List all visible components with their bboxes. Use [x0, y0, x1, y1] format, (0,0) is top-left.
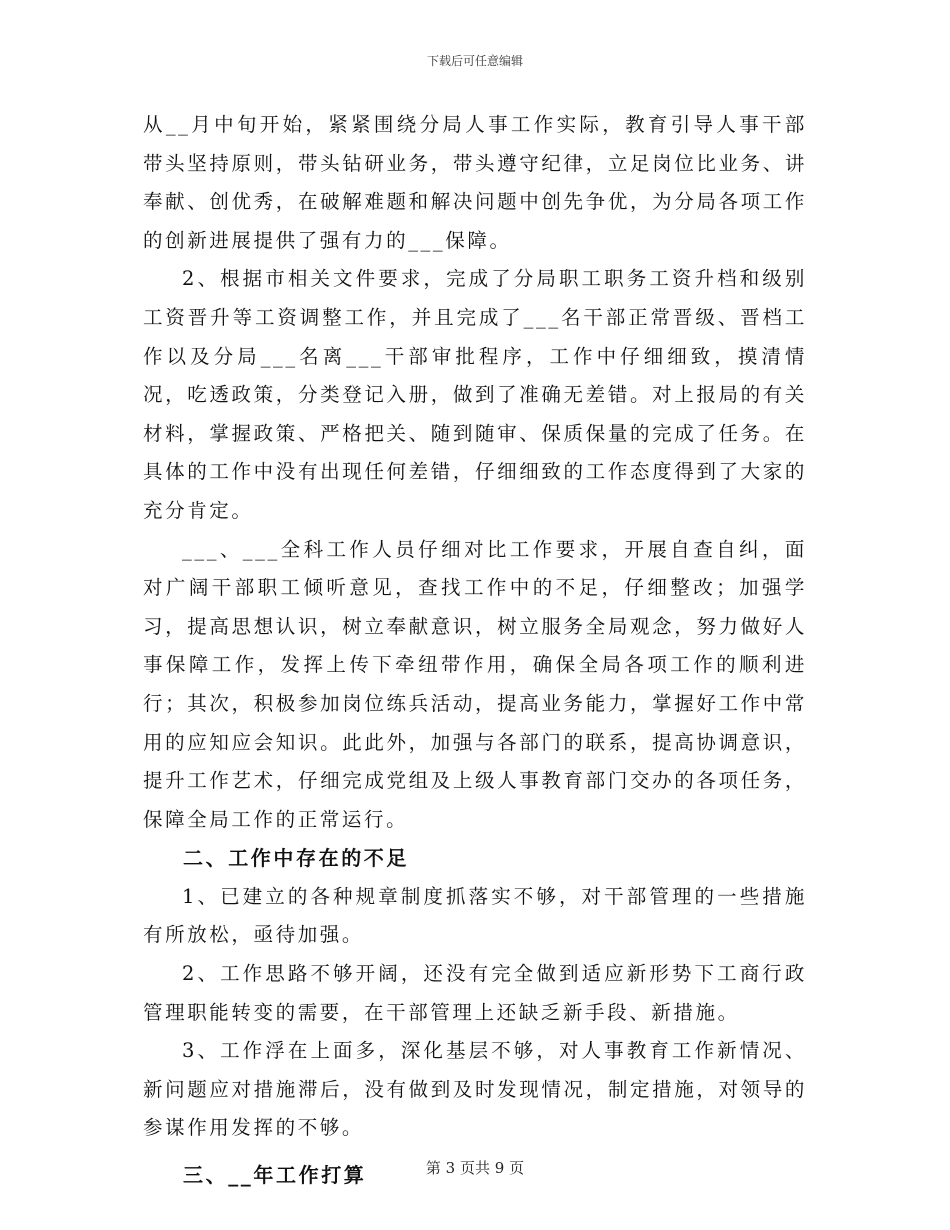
document-body: [143, 106, 807, 1195]
paragraph-continuation: 从__月中旬开始，紧紧围绕分局人事工作实际，教育引导人事干部带头坚持原则，带头钻研业务，带头遵守纪律，立足岗位比业务、讲奉献、创优秀，在破解难题和解决问题中创先争优，为分局各项工作的创新进展提供了强有力的___保障。: [143, 113, 807, 252]
page-number: 第 3 页共 9 页: [425, 1159, 525, 1177]
paragraph-shortcoming-3: 3、工作浮在上面多，深化基层不够，对人事教育工作新情况、新问题应对措施滞后，没有做到及时发现情况，制定措施，对领导的参谋作用发挥的不够。: [143, 1039, 807, 1140]
section-heading-plan: 三、__年工作打算: [183, 1163, 367, 1188]
section-heading-shortcomings: 二、工作中存在的不足: [183, 846, 409, 871]
page-header: 下载后可任意编辑: [426, 54, 523, 68]
paragraph-shortcoming-1: 1、已建立的各种规章制度抓落实不够，对干部管理的一些措施有所放松，亟待加强。: [143, 884, 807, 947]
paragraph-item-2: 2、根据市相关文件要求，完成了分局职工职务工资升档和级别工资晋升等工资调整工作，并且完成了___名干部正常晋级、晋档工作以及分局___名离___干部审批程序，工作中仔细细致，摸清情况，吃透政策，分类登记入册，做到了准确无差错。对上报局的有关材料，掌握政策、严格把关、随到随审、保质保量的完成了任务。在具体的工作中没有出现任何差错，仔细细致的工作态度得到了大家的充分肯定。: [143, 267, 807, 522]
paragraph-item-3: ___、___全科工作人员仔细对比工作要求，开展自查自纠，面对广阔干部职工倾听意见，查找工作中的不足，仔细整改；加强学习，提高思想认识，树立奉献意识，树立服务全局观念，努力做好人事保障工作，发挥上传下牵纽带作用，确保全局各项工作的顺利进行；其次，积极参加岗位练兵活动，提高业务能力，掌握好工作中常用的应知应会知识。此此外，加强与各部门的联系，提高协调意识，提升工作艺术，仔细完成党组及上级人事教育部门交办的各项任务，保障全局工作的正常运行。: [143, 537, 807, 831]
paragraph-shortcoming-2: 2、工作思路不够开阔，还没有完全做到适应新形势下工商行政管理职能转变的需要，在干部管理上还缺乏新手段、新措施。: [143, 962, 807, 1024]
